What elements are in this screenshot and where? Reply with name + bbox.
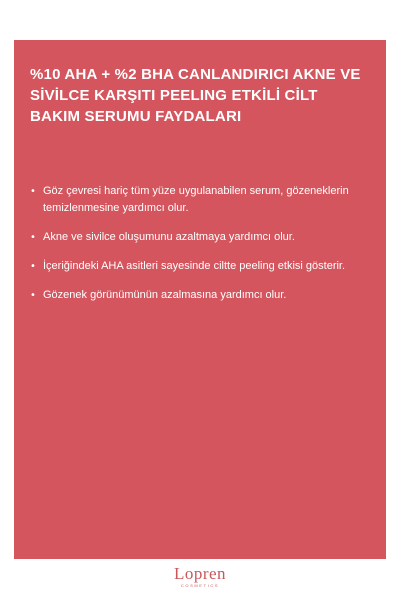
benefit-text: İçeriğindeki AHA asitleri sayesinde ciltte peeling etkisi gösterir. bbox=[43, 260, 346, 272]
bullet-icon: • bbox=[30, 290, 36, 301]
benefits-panel bbox=[14, 40, 386, 559]
brand-logo bbox=[0, 565, 400, 589]
benefit-text: Akne ve sivilce oluşumunu azaltmaya yardımcı olur. bbox=[43, 231, 295, 243]
product-title: %10 AHA + %2 BHA CANLANDIRICI AKNE VE SİVİLCE KARŞITI PEELING ETKİLİ CİLT BAKIM SERUMU FAYDALARI bbox=[30, 66, 361, 125]
brand-name: Lopren bbox=[173, 564, 227, 583]
benefit-item bbox=[30, 229, 378, 246]
brand-subtitle: COSMETICS bbox=[180, 583, 220, 588]
bullet-icon: • bbox=[30, 261, 36, 272]
benefit-item bbox=[30, 183, 378, 217]
bullet-icon: • bbox=[30, 186, 36, 197]
benefit-item bbox=[30, 287, 378, 304]
benefit-item bbox=[30, 258, 378, 275]
bullet-icon: • bbox=[30, 232, 36, 243]
benefit-text: Göz çevresi hariç tüm yüze uygulanabilen serum, gözeneklerin temizlenmesine yardımcı olur. bbox=[43, 185, 349, 214]
benefits-list bbox=[30, 183, 378, 316]
benefit-text: Gözenek görünümünün azalmasına yardımcı olur. bbox=[43, 289, 287, 301]
